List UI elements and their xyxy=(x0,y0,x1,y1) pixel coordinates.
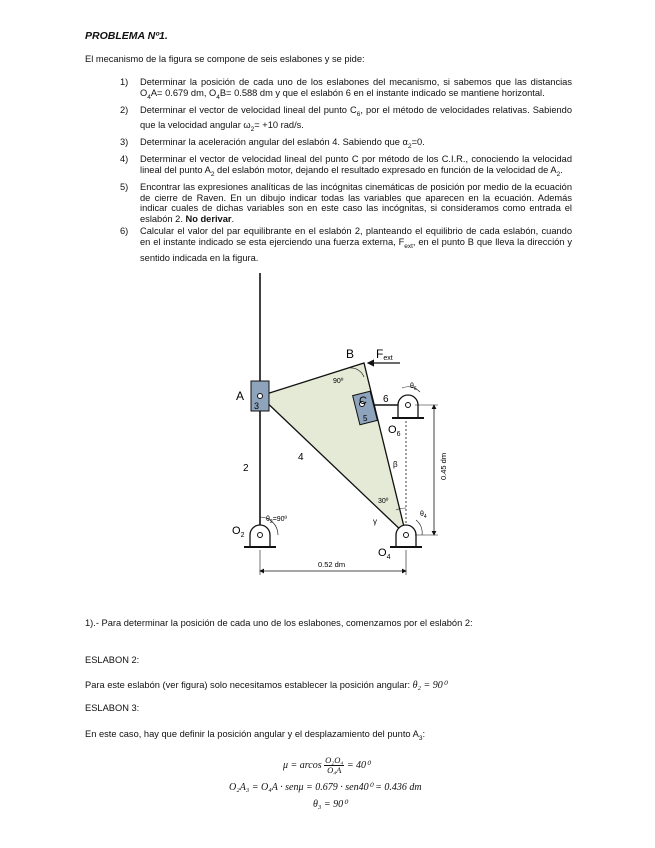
link-4-plate xyxy=(260,363,406,535)
label-theta4: $\theta_4$ xyxy=(420,511,427,520)
intro-text: El mecanismo de la figura se compone de seis eslabones y se pide: xyxy=(85,54,365,64)
task-item-1: 1) Determinar la posición de cada uno de los eslabones del mecanismo, si sabemos que las distancias $O_4A= 0.679$ dm, $O_4B= 0.588$ dm y que el eslabón 6 en el instante indicado se mantiene horizontal. xyxy=(120,77,572,101)
section-1-text: 1).- Para determinar la posición de cada uno de los eslabones, comenzamos por el eslabón 2: xyxy=(85,618,473,628)
task-item-4: 4) Determinar el vector de velocidad lineal del punto C por método de los C.I.R., conociendo la velocidad lineal del punto $A_2$ del eslabón motor, dejando el resultado expresado en función de la velocidad de $A_2$. xyxy=(120,153,572,178)
label-o2: $O_2$ xyxy=(232,525,245,539)
task-item-5: 5) Encontrar las expresiones analíticas de las incógnitas cinemáticas de posición por medio de la ecuación de cierre de Raven. En un dibujo indicar todas las variables que aparecen en la ecuación. Además indicar cuales de dichas variables son en este caso las incógnitas, si consideramos como entrada el eslabón 2. No derivar. xyxy=(120,181,572,225)
label-link-2: 2 xyxy=(243,463,249,474)
eq-mu: μ = arcos $\frac{\text{O₂O₄}}{\text{O₄A}}$ = 40⁰ xyxy=(283,755,371,775)
heading-eslabon-2: ESLABON 2: xyxy=(85,655,140,665)
eslabon-3-text: En este caso, hay que definir la posición angular y el desplazamiento del punto $A_3$: xyxy=(85,729,426,742)
label-c: C xyxy=(359,395,367,407)
label-link-4: 4 xyxy=(298,452,304,463)
task-item-3: 3) Determinar la aceleración angular del eslabón 4. Sabiendo que $\alpha_2=0$. xyxy=(120,137,425,151)
label-theta2: $\theta_2=90º$ xyxy=(266,516,288,525)
label-link-6: 6 xyxy=(383,394,389,405)
label-theta6: $\theta_6$ xyxy=(410,383,417,392)
task-item-2: 2) Determinar el vector de velocidad lineal del punto $C_6$, por el método de velocidades relativas. Sabiendo que la velocidad angular $\omega_2= +10$ rad/s. xyxy=(120,104,572,134)
eq-o2a3: O₂A₃ = O₄A · senμ = 0.679 · sen40⁰ = 0.436 dm xyxy=(229,782,422,793)
label-fext: Fext xyxy=(376,347,393,362)
eq-theta3: θ₃ = 90⁰ xyxy=(313,799,348,810)
label-dim-horizontal: 0.52 dm xyxy=(318,560,346,569)
label-link-3: 3 xyxy=(254,401,260,411)
label-angle-30: 30º xyxy=(378,498,389,505)
heading-eslabon-3: ESLABON 3: xyxy=(85,703,140,713)
label-a: A xyxy=(236,389,245,403)
task-item-6: 6) Calcular el valor del par equilibrante en el eslabón 2, planteando el equilibrio de cada eslabón, cuando en el instante indicado se esta ejerciendo una fuerza externa, $F_{ext}$, en el punto B que lleva la dirección y sentido indicada en la figura. xyxy=(120,226,572,263)
label-o6: $O_6$ xyxy=(388,424,401,438)
label-dim-vertical: 0.45 dm xyxy=(439,452,448,480)
label-link-5: 5 xyxy=(363,414,368,423)
eq-theta2: θ₂ = 90⁰ xyxy=(412,680,447,691)
label-beta: β xyxy=(393,460,398,469)
task-list xyxy=(120,77,572,265)
label-angle-90: 90º xyxy=(333,378,344,385)
label-gamma: γ xyxy=(373,517,377,526)
label-o4: $O_4$ xyxy=(378,547,391,561)
problem-title: PROBLEMA Nº1. xyxy=(85,30,168,42)
eslabon-2-text: Para este eslabón (ver figura) solo necesitamos establecer la posición angular: θ₂ = 90⁰ xyxy=(85,680,447,691)
label-b: B xyxy=(346,347,355,361)
mechanism-figure xyxy=(170,268,470,588)
